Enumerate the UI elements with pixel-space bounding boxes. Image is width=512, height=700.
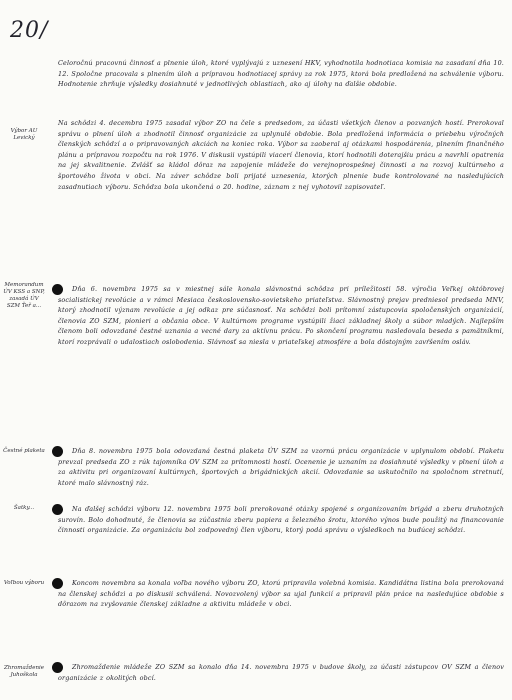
paragraph-7 xyxy=(58,662,504,683)
paragraph-5 xyxy=(58,504,504,536)
paragraph-1 xyxy=(58,58,504,90)
paragraph-6 xyxy=(58,578,504,610)
paragraph-6-text: Koncom novembra sa konala voľba nového výboru ZO, ktorú pripravila volebná komisia. Kandidátna listina bola prerokovaná na členskej schôdzi a po diskusii schválená. Novozvolený výbor sa ujal funkcií a pripravil plán práce na nasledujúce obdobie s dôrazom na zvyšovanie členskej základne a aktivitu mládeže v obci. xyxy=(58,579,504,609)
bullet-marker xyxy=(52,504,63,515)
paragraph-2-text: Na schôdzi 4. decembra 1975 zasadal výbor ZO na čele s predsedom, za účasti všetkých členov a pozvaných hostí. Prerokoval správu o plnení úloh a zhodnotil činnosť organizácie za uplynulé obdobie. Bola predložená informácia o priebehu výročných členských schôdzí a o pripravovaných akciách na koniec roka. Výbor sa zaoberal aj otázkami hospodárenia, plnením finančného plánu a prípravou rozpočtu na rok 1976. V diskusii vystúpili viacerí členovia, ktorí hodnotili doterajšiu prácu a navrhli opatrenia na jej skvalitnenie. Zvlášť sa kládol dôraz na zapojenie mládeže do verejnoprospešnej činnosti a na rozvoj kultúrneho a športového života v obci. Na záver schôdze boli prijaté uznesenia, ktorých plnenie bude kontrolované na nasledujúcich zasadnutiach výboru. Schôdza bola ukončená o 20. hodine, záznam z nej vyhotovil zapisovateľ. xyxy=(58,119,504,191)
page-number: 20/ xyxy=(10,18,49,43)
margin-note-6: Zhromaždenie Juhoškola xyxy=(3,665,45,678)
margin-note-2: Memorandum ÚV KSS a SNP, zasadá ÚV SZM Ťeř a... xyxy=(3,282,45,309)
margin-note-4: Šatky... xyxy=(13,505,35,511)
bullet-marker xyxy=(52,446,63,457)
bullet-marker xyxy=(52,578,63,589)
margin-note-1: Výbor AU Levický xyxy=(10,128,38,141)
paragraph-3 xyxy=(58,284,504,348)
paragraph-4-text: Dňa 8. novembra 1975 bola odovzdaná čestná plaketa ÚV SZM za vzornú prácu organizácie v uplynulom období. Plaketu prevzal predseda ZO z rúk tajomníka OV SZM za prítomnosti hostí. Ocenenie je uznaním za dosiahnuté výsledky v plnení úloh a za aktivitu pri organizovaní kultúrnych, športových a brigádnických akcií. Odovzdanie sa uskutočnilo na spoločnom stretnutí, ktoré malo slávnostný ráz. xyxy=(58,447,504,487)
paragraph-1-text: Celoročnú pracovnú činnosť a plnenie úloh, ktoré vyplývajú z uznesení HKV, vyhodnotila hodnotiaca komisia na zasadaní dňa 10. 12. Spoločne pracovala s plnením úloh a prípravou hodnotiacej správy za rok 1975, ktorá bola predložená na schválenie výboru. Hodnotenie zhrňuje výsledky dosiahnuté v jednotlivých oblastiach, ako aj úlohy na ďalšie obdobie. xyxy=(58,59,504,89)
paragraph-5-text: Na ďalšej schôdzi výboru 12. novembra 1975 boli prerokované otázky spojené s organizovaním brigád a zberu druhotných surovín. Bolo dohodnuté, že členovia sa zúčastnia zberu papiera a železného šrotu, ktorého výnos bude použitý na financovanie činnosti organizácie. Za organizáciu bol zodpovedný člen výboru, ktorý podá správu o výsledkoch na budúcej schôdzi. xyxy=(58,505,504,535)
paragraph-3-text: Dňa 6. novembra 1975 sa v miestnej sále konala slávnostná schôdza pri príležitosti 58. výročia Veľkej októbrovej socialistickej revolúcie a v rámci Mesiaca československo-sovietskeho priateľstva. Slávnostný prejav predniesol predseda MNV, ktorý zhodnotil význam revolúcie a jej odkaz pre súčasnosť. Na schôdzi boli prítomní zástupcovia spoločenských organizácií, členovia ZO SZM, pionieri a občania obce. V kultúrnom programe vystúpili žiaci základnej školy a súbor mladých. Najlepším členom boli odovzdané čestné uznania a vecné dary za aktívnu prácu. Po skončení programu nasledovala beseda s pamätníkmi, ktorí rozprávali o udalostiach oslobodenia. Slávnosť sa niesla v priateľskej atmosfére a bola dôstojným zavŕšením osláv. xyxy=(58,285,504,346)
paragraph-4 xyxy=(58,446,504,488)
bullet-marker xyxy=(52,284,63,295)
paragraph-7-text: Zhromaždenie mládeže ZO SZM sa konalo dňa 14. novembra 1975 v budove školy, za účasti zástupcov OV SZM a členov organizácie z okolitých obcí. xyxy=(58,663,504,682)
paragraph-2 xyxy=(58,118,504,192)
margin-note-3: Čestné plaketa xyxy=(3,448,45,454)
margin-note-5: Voľbou výboru xyxy=(3,580,45,586)
bullet-marker xyxy=(52,662,63,673)
